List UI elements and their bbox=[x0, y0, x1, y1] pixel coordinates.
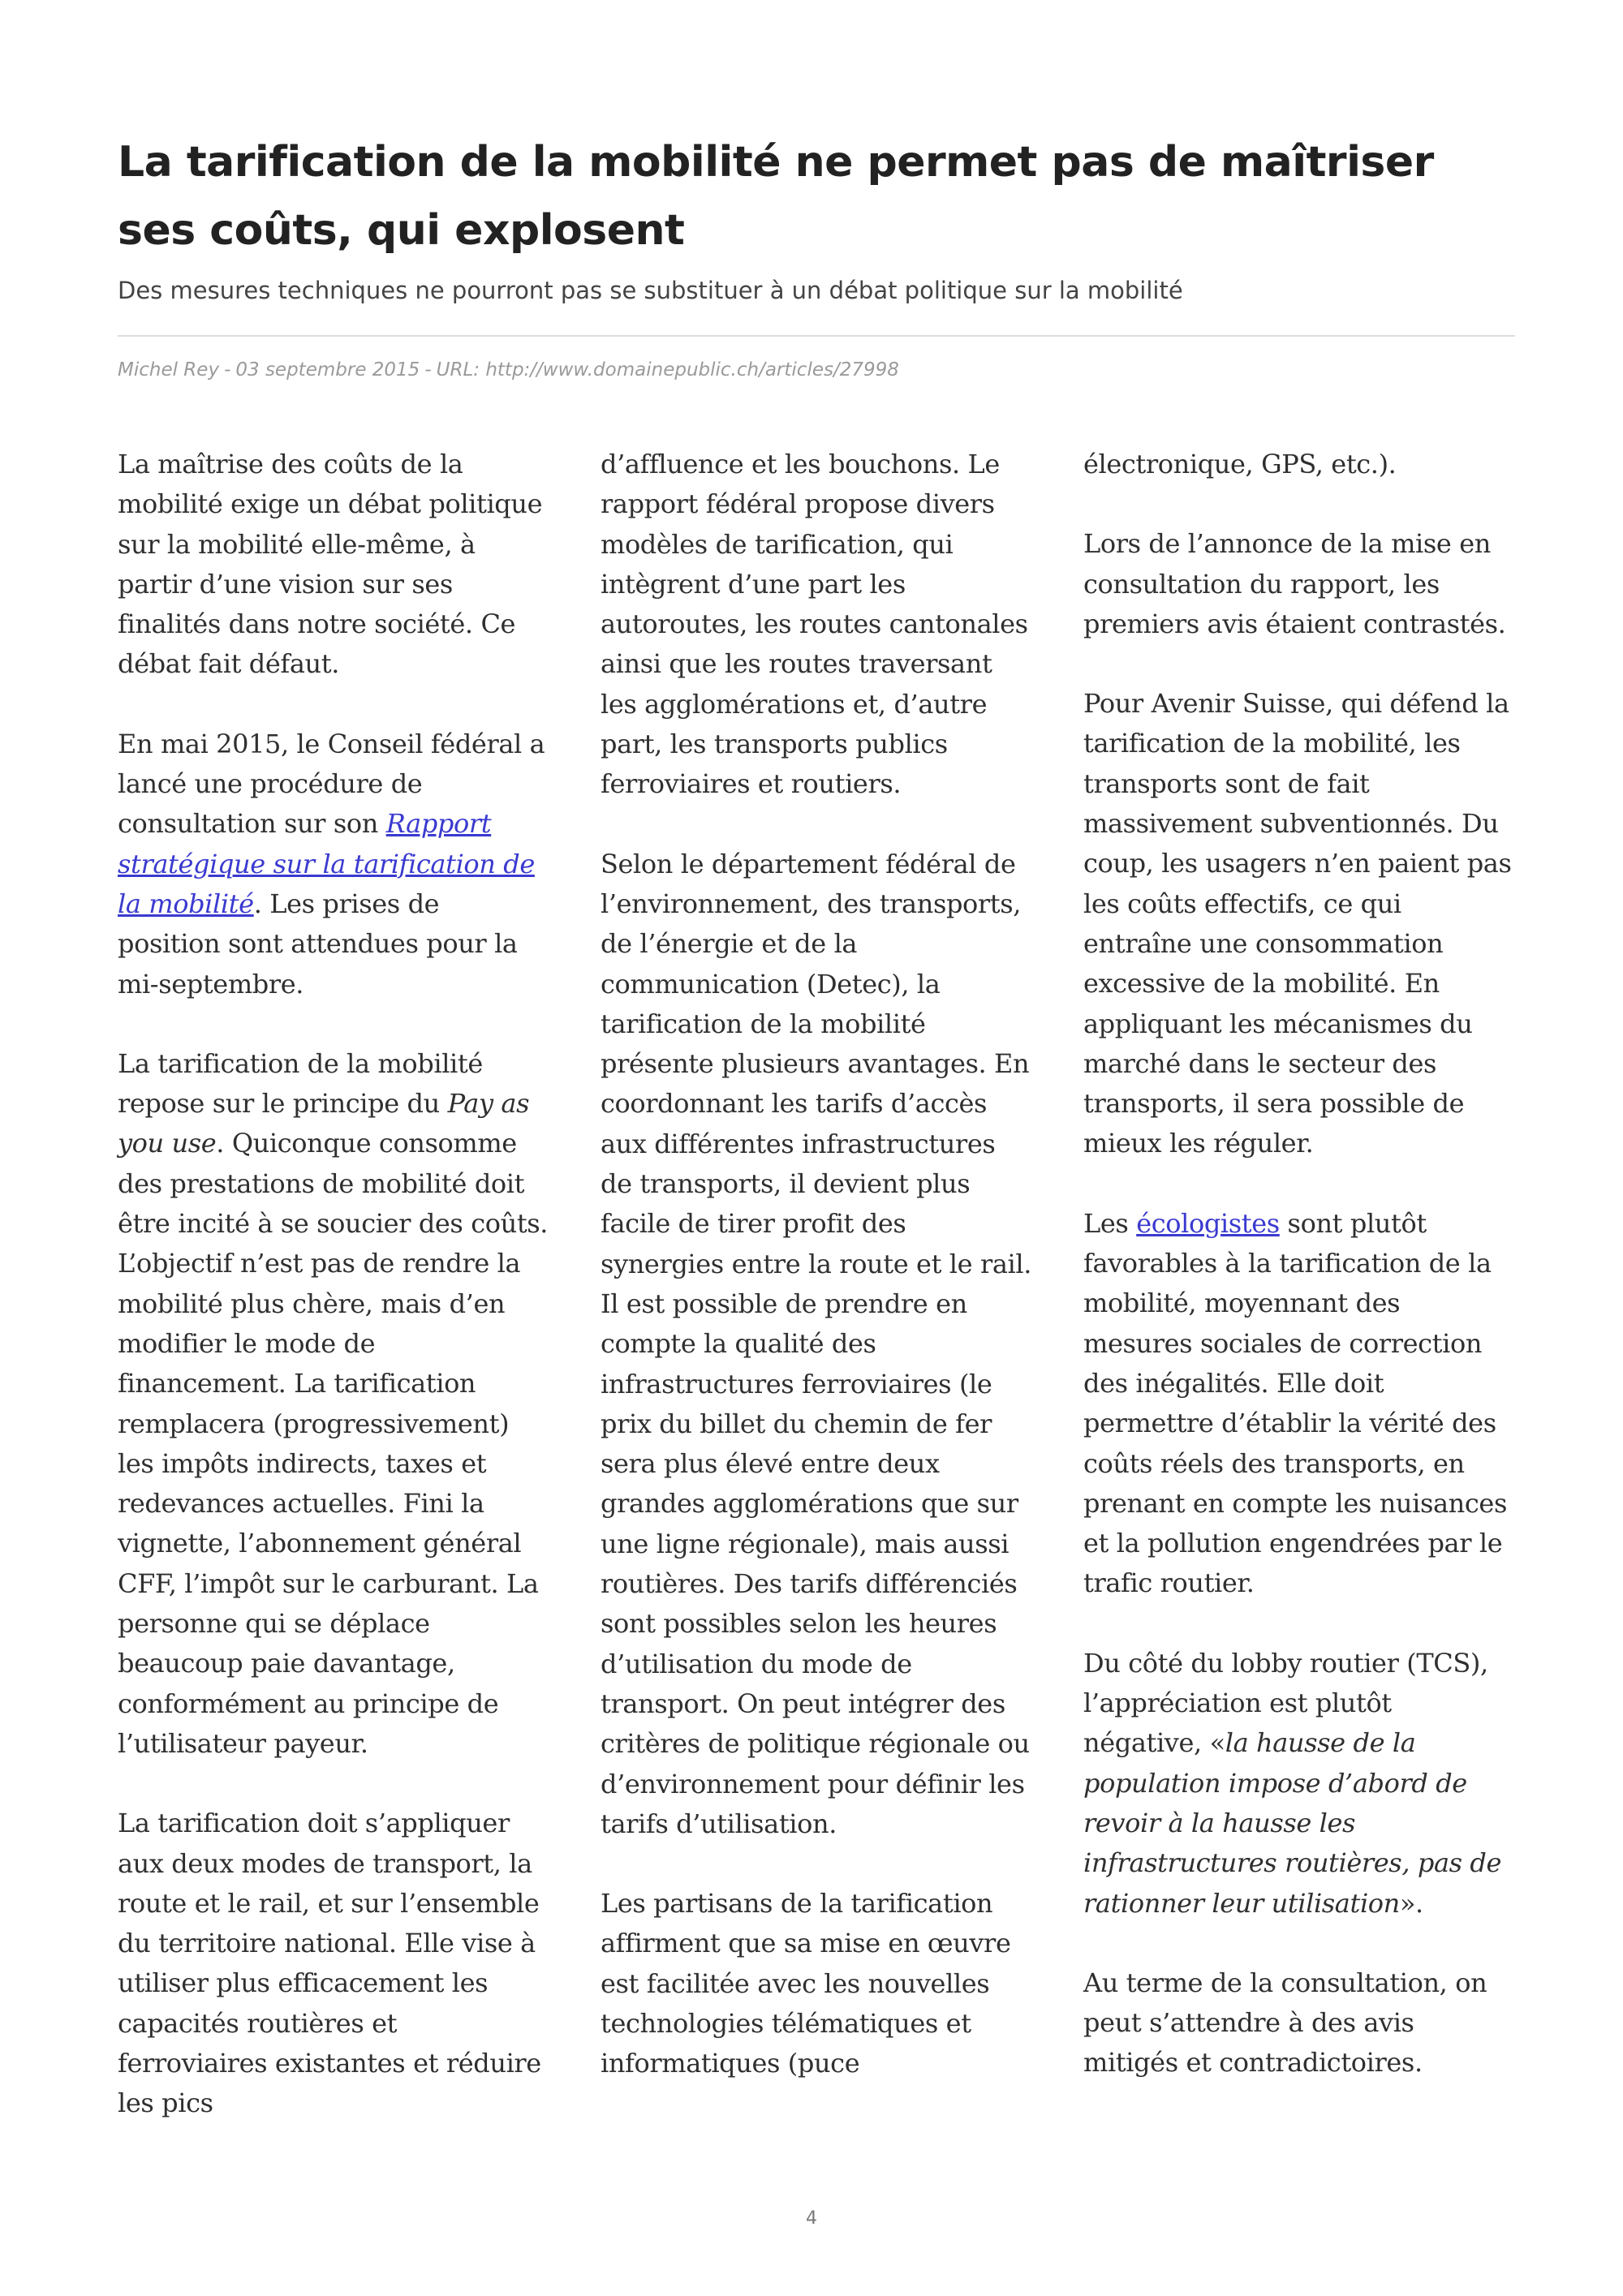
paragraph-text: sont plutôt favorables à la tarification de la mobilité, moyennant des mesures sociales de correction des inégalités. Elle doit permettre d’établir la vérité des coûts réels des transports, en prenant en compte les nuisances et la pollution engendrées par le trafic routier. bbox=[1083, 1207, 1507, 1599]
paragraph: La maîtrise des coûts de la mobilité exige un débat politique sur la mobilité elle-même, à partir d’une vision sur ses finalités dans notre société. Ce débat fait défaut. bbox=[118, 449, 543, 680]
paragraph-text: ». bbox=[1399, 1887, 1423, 1919]
article-header bbox=[118, 128, 1513, 307]
paragraph-text: . Quiconque consomme des prestations de mobilité doit être incité à se soucier des coûts. L’objectif n’est pas de rendre la mobilité plus chère, mais d’en modifier le mode de financement. La tarification remplacera (progressivement) les impôts indirects, taxes et redevances actuelles. Fini la vignette, l’abonnement général CFF, l’impôt sur le carburant. La personne qui se déplace beaucoup paie davantage, conformément au principe de l’utilisateur payeur. bbox=[118, 1128, 549, 1759]
article-url: http://www.domainepublic.ch/articles/27998 bbox=[485, 359, 899, 381]
article-title: La tarification de la mobilité ne permet pas de maîtriser ses coûts, qui explosent bbox=[118, 138, 1434, 255]
paragraph: La tarification doit s’appliquer aux deux modes de transport, la route et le rail, et sur l’ensemble du territoire national. Elle vise à utiliser plus efficacement les capacités routières et ferroviaires existantes et réduire les pics bbox=[118, 1808, 541, 2119]
paragraph: Les partisans de la tarification affirment que sa mise en œuvre est facilitée avec les nouvelles technologies télématiques et informatiques (puce bbox=[601, 1888, 1011, 2079]
column-3 bbox=[1083, 445, 1515, 2124]
page-number: 4 bbox=[806, 2208, 817, 2229]
paragraph: Selon le département fédéral de l’environnement, des transports, de l’énergie et de la communication (Detec), la tarification de la mobilité présente plusieurs avantages. En coordonnant les tarifs d’accès aux différentes infrastructures de transports, il devient plus facile de tirer profit des synergies entre la route et le rail. Il est possible de prendre en compte la qualité des infrastructures ferroviaires (le prix du billet du chemin de fer sera plus élevé entre deux grandes agglomérations que sur une ligne régionale), mais aussi routières. Des tarifs différenciés sont possibles selon les heures d’utilisation du mode de transport. On peut intégrer des critères de politique régionale ou d’environnement pour définir les tarifs d’utilisation. bbox=[601, 848, 1031, 1839]
column-2 bbox=[601, 445, 1032, 2124]
author-name: Michel Rey bbox=[118, 359, 220, 381]
meta-separator: - bbox=[224, 359, 231, 381]
article-body bbox=[118, 445, 1515, 2124]
paragraph bbox=[118, 1044, 549, 1764]
paragraph: électronique, GPS, etc.). bbox=[1083, 449, 1397, 479]
header-divider bbox=[118, 335, 1515, 337]
column-1 bbox=[118, 445, 549, 2124]
paragraph-text: Les bbox=[1083, 1207, 1137, 1239]
paragraph: Pour Avenir Suisse, qui défend la tarification de la mobilité, les transports sont de fait massivement subventionnés. Du coup, les usagers n’en paient pas les coûts effectifs, ce qui entraîne une consommation excessive de la mobilité. En appliquant les mécanismes du marché dans le secteur des transports, il sera possible de mieux les réguler. bbox=[1083, 688, 1512, 1159]
paragraph-text: La tarification de la mobilité repose sur le principe du bbox=[118, 1047, 483, 1120]
meta-separator: - bbox=[424, 359, 432, 381]
paragraph bbox=[1083, 1204, 1515, 1604]
rapport-strategique-link[interactable]: Rapport stratégique sur la tarification de la mobilité bbox=[118, 808, 535, 919]
paragraph: Au terme de la consultation, on peut s’attendre à des avis mitigés et contradictoires. bbox=[1083, 1967, 1487, 2079]
paragraph bbox=[118, 724, 549, 1004]
article-subtitle: Des mesures techniques ne pourront pas se substituer à un débat politique sur la mobilité bbox=[118, 277, 1183, 304]
quote-text: la hausse de la population impose d’abord de revoir à la hausse les infrastructures routières, pas de rationner leur utilisation bbox=[1083, 1727, 1502, 1919]
paragraph-text: . Les prises de position sont attendues pour la mi-septembre. bbox=[118, 888, 518, 1000]
paragraph: d’affluence et les bouchons. Le rapport fédéral propose divers modèles de tarification, qui intègrent d’une part les autoroutes, les routes cantonales ainsi que les routes traversant les agglomérations et, d’autre part, les transports publics ferroviaires et routiers. bbox=[601, 449, 1028, 800]
paragraph bbox=[1083, 1644, 1515, 1924]
url-label: URL: bbox=[436, 359, 480, 381]
paragraph-text: Du côté du lobby routier (TCS), l’appréciation est plutôt négative, « bbox=[1083, 1647, 1488, 1759]
paragraph-text: En mai 2015, le Conseil fédéral a lancé une procédure de consultation sur son bbox=[118, 728, 545, 840]
publication-date: 03 septembre 2015 bbox=[235, 359, 420, 381]
emphasis-text: Pay as you use bbox=[118, 1088, 530, 1159]
ecologistes-link[interactable]: écologistes bbox=[1136, 1207, 1280, 1239]
paragraph: Lors de l’annonce de la mise en consultation du rapport, les premiers avis étaient contrastés. bbox=[1083, 528, 1506, 639]
article-meta bbox=[118, 357, 1513, 383]
